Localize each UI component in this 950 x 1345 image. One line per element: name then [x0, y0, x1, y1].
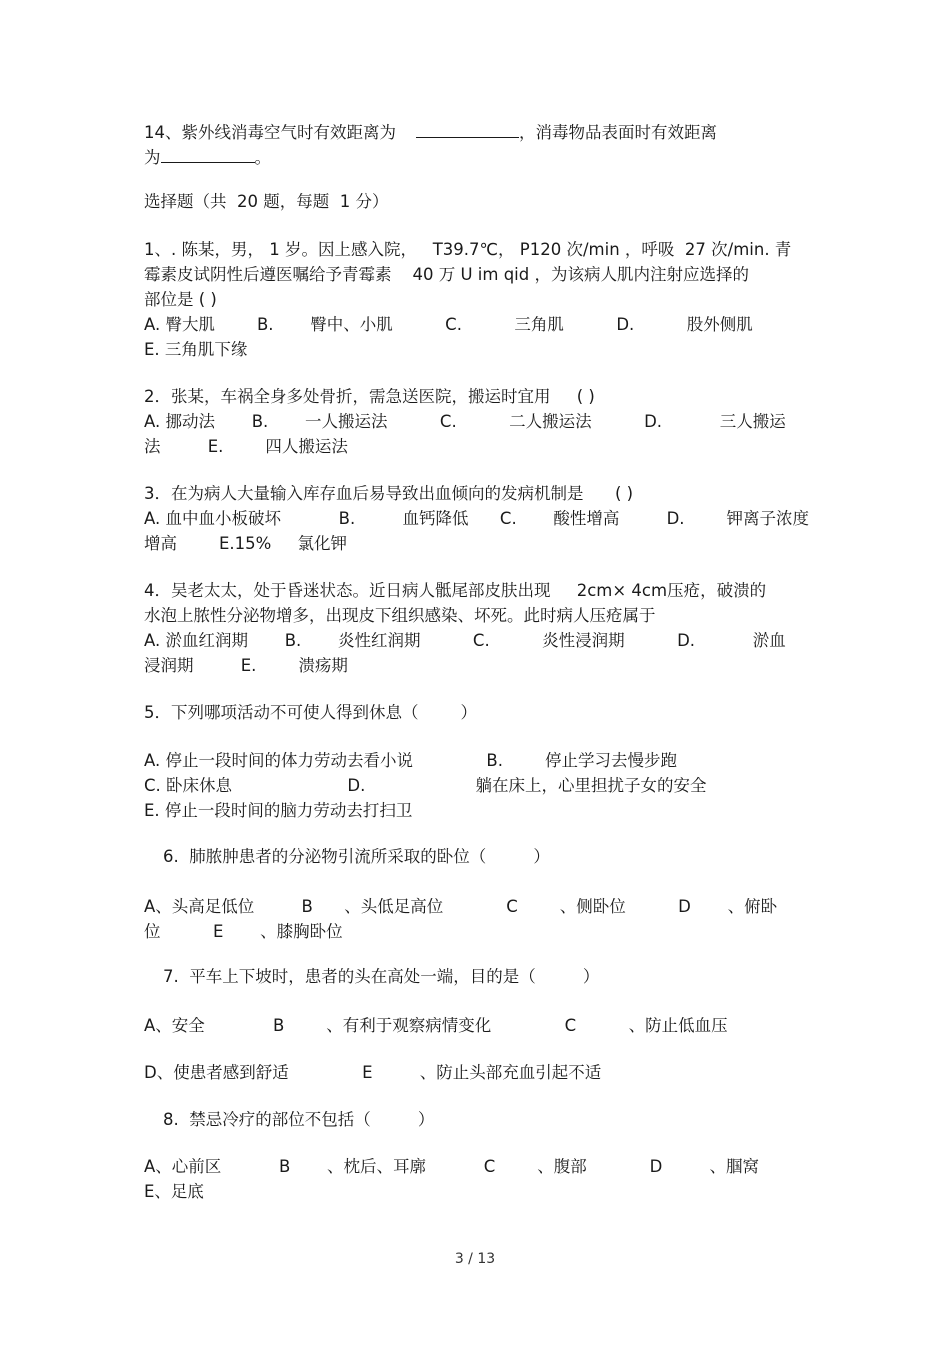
q4-stem: 水泡上脓性分泌物增多，出现皮下组织感染、坏死。此时病人压疮属于 [144, 606, 656, 625]
question-14-text-end: 。 [254, 148, 271, 167]
question-14-text: 14、紫外线消毒空气时有效距离为 [144, 123, 396, 142]
question-14-text-cont: 为 [144, 148, 161, 167]
page-number: 3 / 13 [454, 1251, 496, 1267]
q4-stem: 4．吴老太太，处于昏迷状态。近日病人骶尾部皮肤出现 2cm× 4cm压疮，破溃的 [144, 581, 767, 600]
q3-options: A. 血中血小板破坏 B. 血钙降低 C. 酸性增高 D. 钾离子浓度 [144, 509, 810, 528]
q7-options: D、使患者感到舒适 E 、防止头部充血引起不适 [144, 1063, 602, 1082]
q8-options: E、足底 [144, 1182, 204, 1201]
answer-blank [416, 121, 519, 138]
section-title: 选择题（共 20 题，每题 1 分） [144, 192, 389, 211]
q1-options: A. 臀大肌 B. 臀中、小肌 C. 三角肌 D. 股外侧肌 [144, 315, 753, 334]
q7-stem: 7. 平车上下坡时，患者的头在高处一端，目的是（ ） [163, 967, 600, 986]
q8-stem: 8. 禁忌冷疗的部位不包括（ ） [163, 1110, 435, 1129]
q4-options: A. 淤血红润期 B. 炎性红润期 C. 炎性浸润期 D. 淤血 [144, 631, 786, 650]
q4-options: 浸润期 E. 溃疡期 [144, 656, 348, 675]
q3-stem: 3．在为病人大量输入库存血后易导致出血倾向的发病机制是 ( ) [144, 484, 634, 503]
q1-options: E. 三角肌下缘 [144, 340, 248, 359]
q2-options: 法 E. 四人搬运法 [144, 437, 348, 456]
q1-stem: 部位是 ( ) [144, 290, 217, 309]
q1-stem: 霉素皮试阴性后遵医嘱给予青霉素 40 万 U im qid ，为该病人肌内注射应选择的 [144, 265, 749, 284]
q5-options: E. 停止一段时间的脑力劳动去打扫卫 [144, 801, 413, 820]
q5-options: C. 卧床休息 D. 躺在床上，心里担扰子女的安全 [144, 776, 707, 795]
q5-options: A. 停止一段时间的体力劳动去看小说 B. 停止学习去慢步跑 [144, 751, 677, 770]
q6-stem: 6. 肺脓肿患者的分泌物引流所采取的卧位（ ） [163, 847, 550, 866]
q5-stem: 5．下列哪项活动不可使人得到休息（ ） [144, 703, 477, 722]
q3-options: 增高 E.15% 氯化钾 [144, 534, 348, 553]
answer-blank [161, 146, 255, 163]
q2-stem: 2．张某，车祸全身多处骨折，需急送医院，搬运时宜用 ( ) [144, 387, 595, 406]
question-14-text-cont: ，消毒物品表面时有效距离 [519, 123, 717, 142]
question-14-line-2 [144, 146, 271, 166]
q1-stem: 1、. 陈某，男， 1 岁。因上感入院， T39.7℃， P120 次/min ，呼吸 27 次/min. 青 [144, 240, 792, 259]
q2-options: A. 挪动法 B. 一人搬运法 C. 二人搬运法 D. 三人搬运 [144, 412, 786, 431]
q6-options: A、头高足低位 B 、头低足高位 C 、侧卧位 D 、俯卧 [144, 897, 778, 916]
q7-options: A、安全 B 、有利于观察病情变化 C 、防止低血压 [144, 1016, 728, 1035]
q8-options: A、心前区 B 、枕后、耳廓 C 、腹部 D 、腘窝 [144, 1157, 760, 1176]
question-14-line-1 [144, 121, 717, 141]
q6-options: 位 E 、膝胸卧位 [144, 922, 343, 941]
